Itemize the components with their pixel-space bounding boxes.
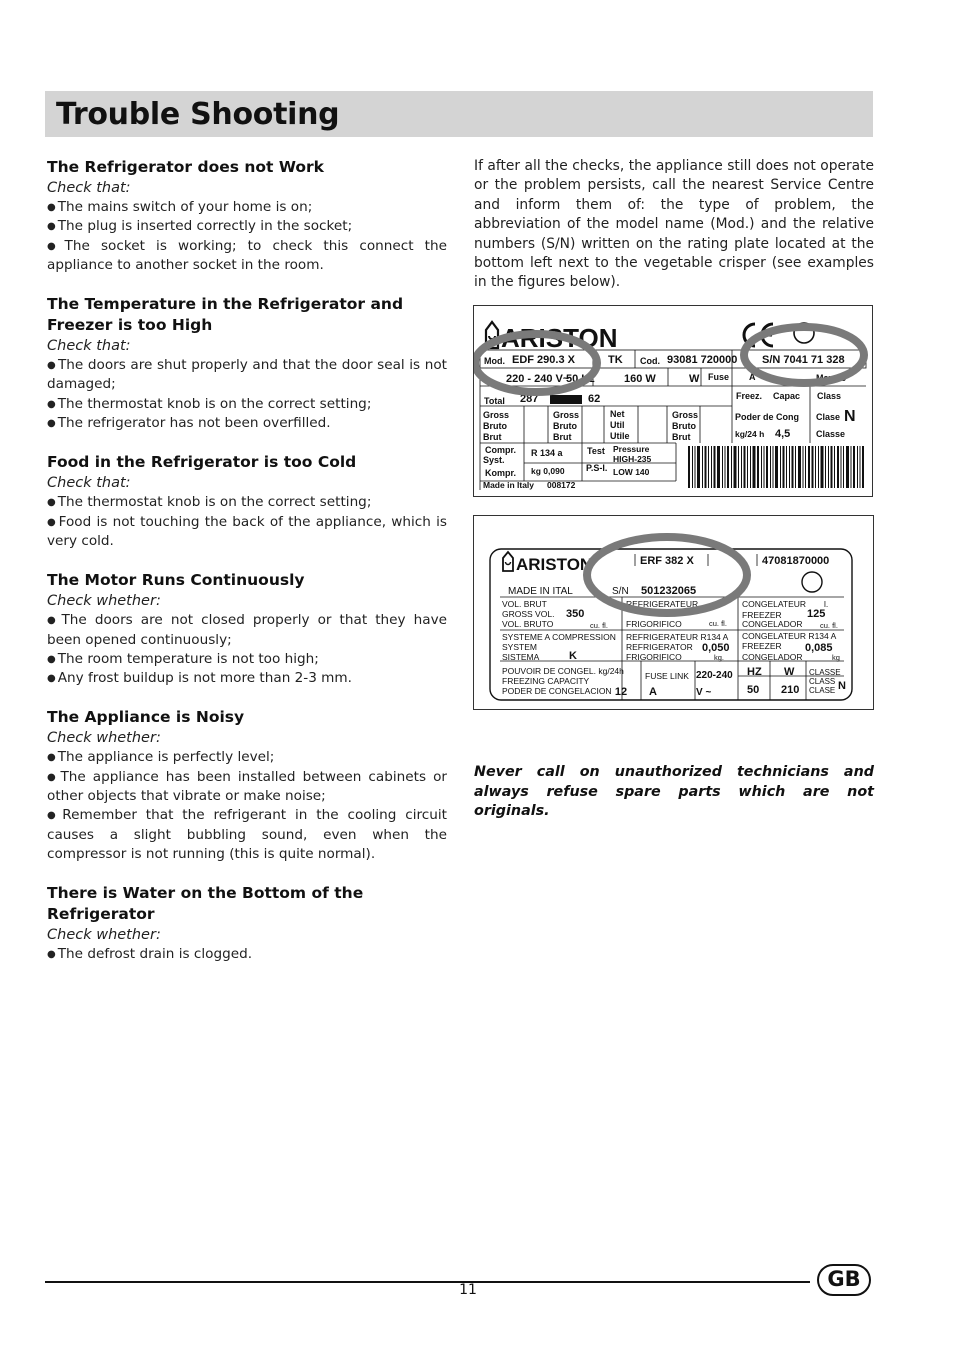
svg-text:Total: Total <box>484 396 505 406</box>
bullet-icon: ● <box>47 653 56 665</box>
svg-text:Bruto: Bruto <box>672 421 696 431</box>
svg-text:FUSE LINK: FUSE LINK <box>645 671 689 681</box>
section-heading: There is Water on the Bottom of the Refrigerator <box>47 884 364 924</box>
svg-text:50 Hz: 50 Hz <box>566 373 595 385</box>
list-item: ● The thermostat knob is on the correct setting; <box>47 395 372 412</box>
page-title: Trouble Shooting <box>56 97 340 132</box>
country-badge: GB <box>817 1264 871 1296</box>
section-heading: The Refrigerator does not Work <box>47 158 324 176</box>
svg-text:kg/24 h: kg/24 h <box>735 429 765 439</box>
bullet-icon: ● <box>47 752 56 764</box>
svg-text:REFRIGERATOR: REFRIGERATOR <box>626 642 693 652</box>
svg-text:Clase: Clase <box>816 412 841 422</box>
list-item: ● The appliance has been installed between cabinets or other objects that vibrate or make noise; <box>47 768 447 805</box>
rating-plate-2 <box>473 515 874 710</box>
list-item: ● Any frost buildup is not more than 2-3 mm. <box>47 670 352 687</box>
svg-text:HZ: HZ <box>747 666 762 678</box>
footer-rule <box>45 1281 810 1283</box>
list-item: ● The socket is working; to check this connect the appliance to another socket in the room. <box>47 237 447 273</box>
check-label: Check whether: <box>47 730 161 747</box>
svg-text:12: 12 <box>614 686 628 698</box>
svg-text:cu. fl.: cu. fl. <box>820 621 838 630</box>
svg-text:N: N <box>838 680 846 692</box>
svg-text:287: 287 <box>520 393 539 405</box>
svg-text:Util: Util <box>610 420 625 430</box>
svg-text:W: W <box>784 666 795 678</box>
svg-text:LOW 140: LOW 140 <box>613 467 650 477</box>
svg-text:W: W <box>689 373 700 385</box>
svg-text:REFRIGERATEUR: REFRIGERATEUR <box>626 599 699 609</box>
bullet-icon: ● <box>47 949 56 961</box>
svg-text:Gross: Gross <box>553 410 580 420</box>
svg-text:Utile: Utile <box>610 431 630 441</box>
svg-text:Brut: Brut <box>672 432 691 442</box>
list-item: ● The thermostat knob is on the correct setting; <box>47 494 372 511</box>
bullet-icon: ● <box>47 497 56 509</box>
bullet-icon: ● <box>47 360 56 372</box>
list-item: ● The doors are not closed properly or that they have been opened continuously; <box>47 612 447 648</box>
intro-paragraph: If after all the checks, the appliance still does not operate or the problem persists, call the nearest Service Centre and inform them of: the type of problem, the abbreviation of the model name (Mod.) and the relative numbers (S/N) written on the rating plate located at the bottom left next to the vegetable crisper (see examples in the figures below). <box>474 158 874 291</box>
svg-text:Syst.: Syst. <box>483 455 505 465</box>
bullet-icon: ● <box>47 202 56 213</box>
svg-text:Freez.: Freez. <box>736 391 763 401</box>
svg-text:93081 720000: 93081 720000 <box>667 354 738 366</box>
bullet-icon: ● <box>47 771 59 783</box>
section-heading: Food in the Refrigerator is too Cold <box>47 453 357 472</box>
svg-text:R 134 a: R 134 a <box>531 448 563 458</box>
svg-text:S/N 7041 71 328: S/N 7041 71 328 <box>762 354 845 366</box>
svg-text:P.S-I.: P.S-I. <box>586 463 608 473</box>
svg-text:160 W: 160 W <box>624 373 656 385</box>
svg-text:220 - 240 V~: 220 - 240 V~ <box>506 373 570 385</box>
svg-text:MADE IN ITAL: MADE IN ITAL <box>508 586 573 597</box>
check-label: Check that: <box>47 180 131 196</box>
svg-text:Kompr.: Kompr. <box>485 468 517 478</box>
section-not-work <box>47 157 447 275</box>
svg-text:Mod.: Mod. <box>484 356 505 366</box>
check-label: Check whether: <box>47 593 161 610</box>
bullet-icon: ● <box>47 615 60 627</box>
section-motor-runs <box>47 570 447 688</box>
svg-text:FRIGORIFICO: FRIGORIFICO <box>626 652 682 662</box>
svg-text:Bruto: Bruto <box>483 421 507 431</box>
svg-text:FRIGORIFICO: FRIGORIFICO <box>626 619 682 629</box>
svg-text:Compr.: Compr. <box>485 445 517 455</box>
section-temperature-high <box>47 294 447 433</box>
svg-text:Fuse: Fuse <box>708 372 730 382</box>
list-item: ● Food is not touching the back of the appliance, which is very cold. <box>47 513 447 549</box>
svg-text:FREEZER: FREEZER <box>742 641 782 651</box>
svg-text:CLASSE: CLASSE <box>809 668 841 677</box>
bullet-icon: ● <box>47 221 56 233</box>
svg-text:l.: l. <box>824 599 829 609</box>
svg-text:350: 350 <box>566 608 585 620</box>
svg-text:220-240: 220-240 <box>696 670 733 681</box>
svg-text:FREEZER: FREEZER <box>742 610 782 620</box>
svg-text:V ~: V ~ <box>696 687 712 698</box>
svg-text:Brut: Brut <box>483 432 502 442</box>
svg-text:Max 15: Max 15 <box>816 373 847 383</box>
svg-text:210: 210 <box>781 684 800 696</box>
svg-text:Class: Class <box>817 391 842 401</box>
svg-text:GROSS VOL.: GROSS VOL. <box>502 609 555 619</box>
svg-text:4,5: 4,5 <box>775 428 791 440</box>
svg-text:ERF 382 X: ERF 382 X <box>640 555 694 567</box>
svg-text:CONGELADOR: CONGELADOR <box>742 619 803 629</box>
section-noisy <box>47 707 447 864</box>
warning-note: Never call on unauthorized technicians and always refuse spare parts which are not originals. <box>474 764 874 819</box>
service-info <box>474 157 874 293</box>
rating-plate-1 <box>473 305 873 497</box>
check-label: Check whether: <box>47 927 161 944</box>
svg-text:CONGELADOR: CONGELADOR <box>742 652 803 662</box>
svg-text:K: K <box>569 650 577 662</box>
svg-text:N: N <box>844 408 856 425</box>
list-item: ● The plug is inserted correctly in the socket; <box>47 218 353 235</box>
svg-text:008172: 008172 <box>547 480 576 490</box>
barcode <box>688 446 864 488</box>
svg-text:Brut: Brut <box>553 432 572 442</box>
svg-text:PODER DE CONGELACION: PODER DE CONGELACION <box>502 686 612 696</box>
svg-text:EDF 290.3 X: EDF 290.3 X <box>512 354 575 366</box>
list-item: ● Remember that the refrigerant in the cooling circuit causes a slight bubbling sound, even when the compressor is not running (this is quite normal). <box>47 807 448 862</box>
list-item: ● The refrigerator has not been overfilled. <box>47 415 331 432</box>
svg-text:HIGH-235: HIGH-235 <box>613 454 652 464</box>
svg-text:Classe: Classe <box>816 429 846 439</box>
bullet-icon: ● <box>47 516 57 528</box>
bullet-icon: ● <box>47 398 56 410</box>
section-heading: The Appliance is Noisy <box>47 708 245 727</box>
svg-text:0,085: 0,085 <box>805 642 833 654</box>
svg-text:125: 125 <box>807 608 826 620</box>
svg-text:CLASS: CLASS <box>809 677 836 686</box>
svg-text:POUVOIR DE CONGEL. kg/24h: POUVOIR DE CONGEL. kg/24h <box>502 666 624 676</box>
svg-text:kg 0,090: kg 0,090 <box>531 466 565 476</box>
svg-text:Net: Net <box>610 409 625 419</box>
svg-text:S/N: S/N <box>612 586 629 597</box>
svg-text:501232065: 501232065 <box>641 585 697 597</box>
svg-text:kg.: kg. <box>714 653 725 662</box>
star-rating-icon <box>550 395 582 404</box>
svg-text:47081870000: 47081870000 <box>762 555 830 567</box>
check-label: Check that: <box>47 338 131 355</box>
svg-text:cu. fl.: cu. fl. <box>590 621 608 630</box>
svg-text:Test: Test <box>587 446 605 456</box>
svg-text:VOL. BRUTO: VOL. BRUTO <box>502 619 554 629</box>
svg-text:VOL. BRUT: VOL. BRUT <box>502 599 547 609</box>
bullet-icon: ● <box>47 240 63 252</box>
svg-text:ARISTON: ARISTON <box>501 323 618 353</box>
svg-text:SYSTEME A COMPRESSION: SYSTEME A COMPRESSION <box>502 632 616 642</box>
list-item: ● The appliance is perfectly level; <box>47 749 275 766</box>
svg-text:SISTEMA: SISTEMA <box>502 652 540 662</box>
bullet-icon: ● <box>47 810 61 822</box>
approval-mark-icon <box>802 572 822 592</box>
section-too-cold <box>47 452 447 551</box>
svg-text:TK: TK <box>608 354 623 366</box>
list-item: ● The mains switch of your home is on; <box>47 199 313 215</box>
svg-text:0,050: 0,050 <box>702 642 730 654</box>
troubleshooting-list <box>47 157 447 984</box>
section-heading: The Temperature in the Refrigerator and Freezer is too High <box>47 295 404 335</box>
bullet-icon: ● <box>47 673 56 685</box>
list-item: ● The room temperature is not too high; <box>47 650 319 667</box>
title-bar <box>45 91 873 137</box>
svg-text:Cod.: Cod. <box>640 356 660 366</box>
svg-text:CONGELATEUR: CONGELATEUR <box>742 599 807 609</box>
list-item: ● The doors are shut properly and that the door seal is not damaged; <box>47 357 447 393</box>
svg-text:SYSTEM: SYSTEM <box>502 642 537 652</box>
svg-text:CLASE: CLASE <box>809 686 836 695</box>
check-label: Check that: <box>47 475 131 492</box>
svg-text:Gross: Gross <box>483 410 510 420</box>
svg-text:kg: kg <box>832 653 840 662</box>
svg-text:Gross: Gross <box>672 410 699 420</box>
svg-text:FREEZING CAPACITY: FREEZING CAPACITY <box>502 676 590 686</box>
section-water-bottom <box>47 883 447 964</box>
svg-text:Made in Italy: Made in Italy <box>483 480 535 490</box>
svg-text:cu. fl.: cu. fl. <box>709 619 727 628</box>
svg-text:A: A <box>749 372 756 382</box>
list-item: ● The defrost drain is clogged. <box>47 946 253 963</box>
svg-text:CONGELATEUR R134 A: CONGELATEUR R134 A <box>742 631 837 641</box>
svg-text:50: 50 <box>747 684 760 696</box>
section-heading: The Motor Runs Continuously <box>47 571 305 590</box>
ariston-logo <box>503 552 592 574</box>
svg-text:ARISTON: ARISTON <box>516 555 593 574</box>
page-number: 11 <box>459 1282 477 1298</box>
svg-text:Bruto: Bruto <box>553 421 577 431</box>
svg-text:REFRIGERATEUR R134 A: REFRIGERATEUR R134 A <box>626 632 729 642</box>
svg-text:Capac: Capac <box>773 391 801 401</box>
svg-text:62: 62 <box>588 393 601 405</box>
svg-text:A: A <box>649 686 657 698</box>
svg-text:Pressure: Pressure <box>613 444 650 454</box>
svg-text:Poder de Cong: Poder de Cong <box>735 412 800 422</box>
bullet-icon: ● <box>47 418 56 430</box>
